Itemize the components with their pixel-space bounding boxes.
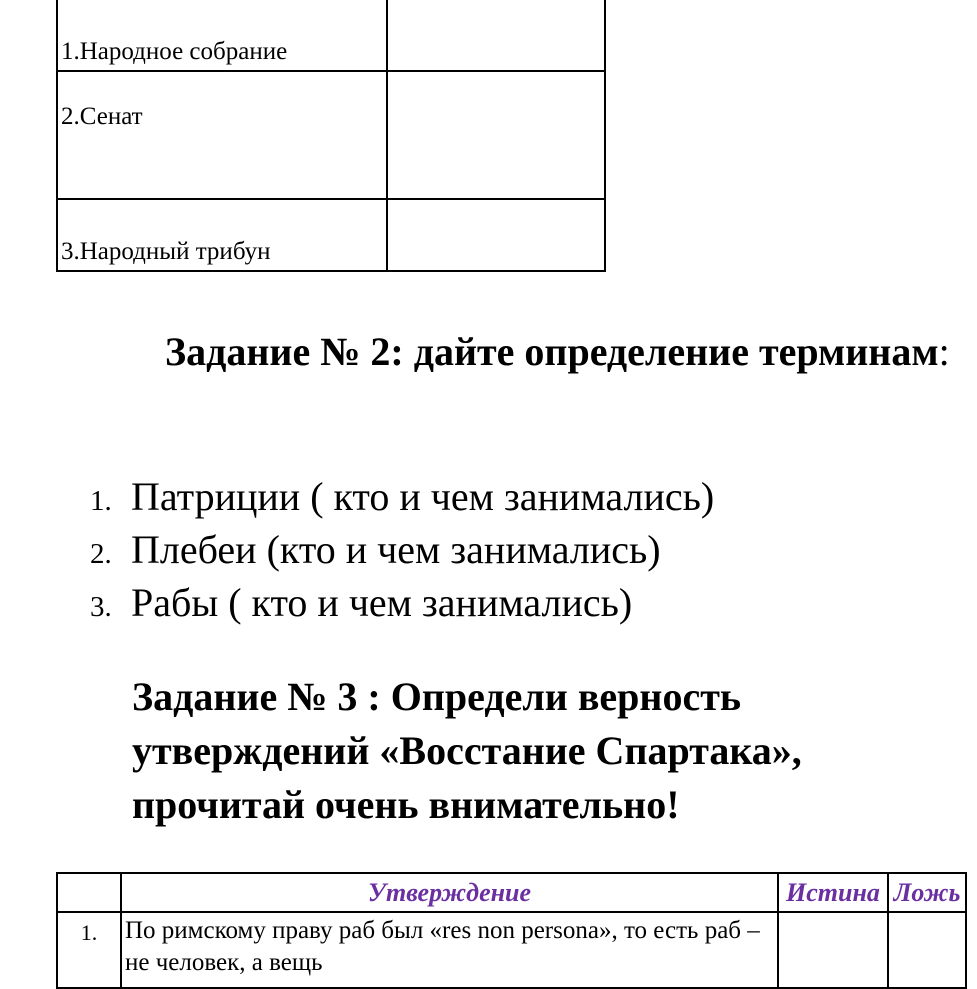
- table-row: [57, 199, 605, 271]
- term-number: 3.: [90, 591, 112, 623]
- institution-answer-cell[interactable]: [387, 199, 605, 271]
- term-text: Рабы ( кто и чем занимались): [131, 580, 633, 625]
- institutions-table: [56, 0, 606, 272]
- table-header-row: [57, 873, 966, 912]
- statement-text: По римскому праву раб был «res non persona», то есть раб – не человек, а вещь: [121, 912, 778, 988]
- task2-heading-colon: :: [938, 329, 950, 374]
- list-item: [90, 576, 714, 629]
- terms-list: [90, 470, 714, 629]
- term-text: Плебеи (кто и чем занимались): [131, 527, 661, 572]
- header-number: [57, 873, 121, 912]
- task3-heading: Задание № 3 : Определи верность утверждений «Восстание Спартака», прочитай очень внимательно!: [132, 674, 802, 827]
- term-number: 2.: [90, 538, 112, 570]
- institution-name: 2.Сенат: [57, 71, 387, 199]
- table-row: [57, 71, 605, 199]
- task2-heading-text: Задание № 2: дайте определение терминам: [165, 329, 939, 374]
- term-number: 1.: [90, 485, 112, 517]
- list-item: [90, 470, 714, 523]
- list-item: [90, 523, 714, 576]
- institution-name: 1.Народное собрание: [57, 0, 387, 71]
- task2-heading: [57, 324, 957, 379]
- row-number: 1.: [57, 912, 121, 988]
- header-false: Ложь: [888, 873, 966, 912]
- header-statement: Утверждение: [121, 873, 778, 912]
- term-text: Патриции ( кто и чем занимались): [131, 474, 715, 519]
- header-true: Истина: [778, 873, 888, 912]
- table-row: [57, 0, 605, 71]
- institution-name: 3.Народный трибун: [57, 199, 387, 271]
- institution-answer-cell[interactable]: [387, 71, 605, 199]
- statements-table: [56, 872, 967, 989]
- institution-answer-cell[interactable]: [387, 0, 605, 71]
